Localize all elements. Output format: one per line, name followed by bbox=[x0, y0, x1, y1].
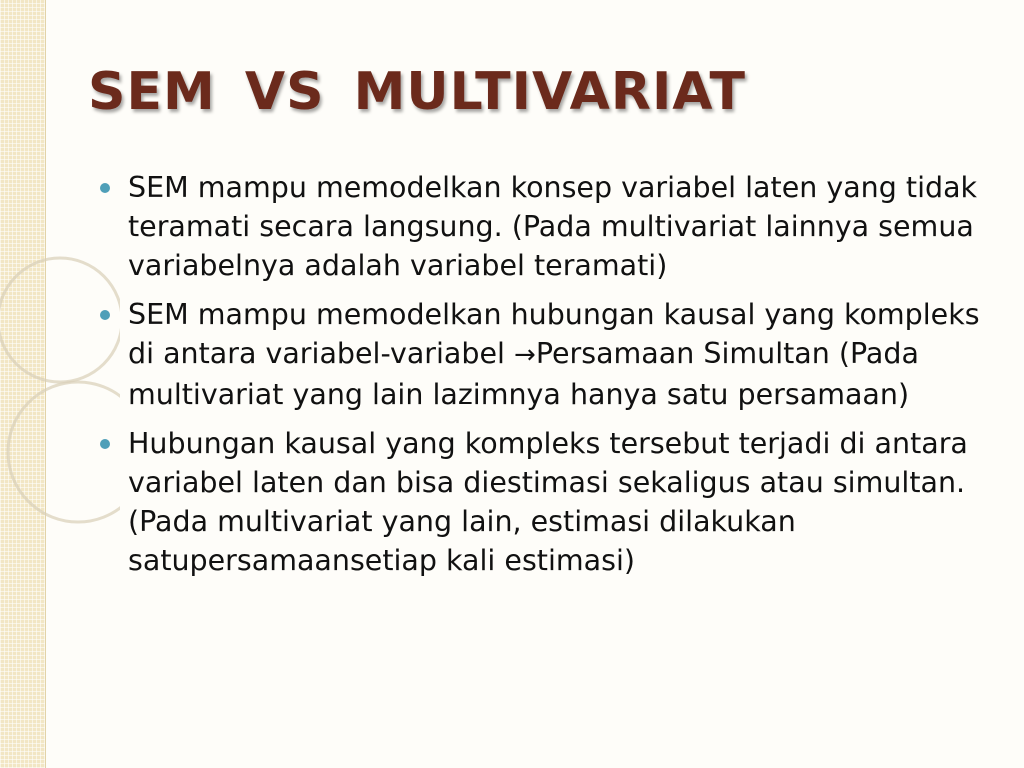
bullet-text: SEM mampu memodelkan konsep variabel laten yang tidak teramati secara langsung. (Pada multivariat lainnya semua variabelnya adalah variabel teramati) bbox=[128, 171, 978, 282]
bullet-item bbox=[98, 295, 998, 414]
bullet-text: Hubungan kausal yang kompleks tersebut terjadi di antara variabel laten dan bisa diestimasi sekaligus atau simultan. (Pada multivariat yang lain, estimasi dilakukan satupersamaansetiap kali estimasi) bbox=[128, 427, 968, 577]
bullet-item bbox=[98, 424, 998, 580]
right-arrow-icon: → bbox=[514, 340, 536, 370]
bullet-item bbox=[98, 168, 998, 285]
bullet-text-before: SEM mampu memodelkan hubungan kausal yang kompleks di antara variabel-variabel bbox=[128, 298, 980, 370]
bullet-dot-icon bbox=[100, 310, 110, 320]
slide-title: SEM VS MULTIVARIAT bbox=[88, 62, 746, 122]
bullet-text-after: Persamaan Simultan (Pada multivariat yang lain lazimnya hanya satu persamaan) bbox=[128, 337, 919, 411]
bullet-dot-icon bbox=[100, 439, 110, 449]
bullet-list bbox=[98, 168, 998, 590]
bullet-dot-icon bbox=[100, 183, 110, 193]
